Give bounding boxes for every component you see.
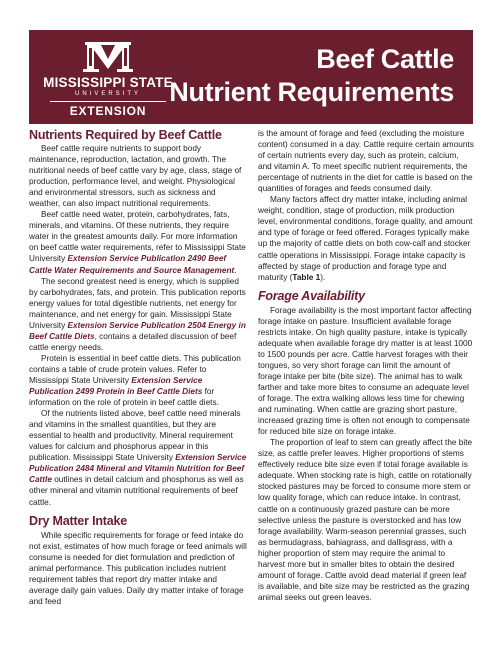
section-heading-nutrients: Nutrients Required by Beef Cattle (29, 128, 222, 142)
logo-university-name: MISSISSIPPI STATE (43, 75, 173, 90)
logo-divider (50, 101, 166, 102)
paragraph: The proportion of leaf to stem can greatly affect the bite size, as cattle prefer leaves. Higher proportions of stems effectively reduce bite size even if total forage available is adequate. When stocking rate is high, cattle on rotationally stocked pastures may be forced to consume more stem or low quality forage, which can reduce intake. In contrast, cattle on a continuously grazed pasture can be more selective unless the pasture is overstocked and has low forage availability. Warm-season perennial grasses, such as bermudagrass, bahiagrass, and dallisgrass, with a higher proportion of stem may require the animal to harvest more but in smaller bites to obtain the desired amount of forage. Cattle avoid dead material if green leaf is available, and bite size may be restricted as the grazing animal seeks out green leaves. (258, 438, 473, 602)
paragraph: is the amount of forage and feed (excluding the moisture content) consumed in a day. Cattle require certain amounts of certain nutrients every day, such as protein, calcium, and vitamin A. To meet specific nutrient requirements, the percentage of nutrients in the diet for cattle is based on the quantities of forages and feeds consumed daily. (258, 129, 474, 194)
paragraph-text: Of the nutrients listed above, beef cattle need minerals and vitamins in the smallest quantities, but they are essential to health and productivity. Mineral requirement values for calcium and phosphorus appear in this publication. Mississippi State University (29, 409, 241, 463)
paragraph-text: outlines in detail calcium and phosphorus as well as other mineral and vitamin nutritional requirements of beef cattle. (29, 475, 244, 507)
paragraph-text: The second greatest need is energy, which is supplied by carbohydrates, fats, and protein. This publication reports energy values for total digestible nutrients, net energy for maintenance, and net energy for gain. Mississippi State University (29, 276, 246, 330)
paragraph (29, 209, 247, 275)
paragraph-text: Beef cattle need water, protein, carbohydrates, fats, minerals, and vitamins. Of these nutrients, they require water in the greatest amounts daily. For more information on beef cattle water requirements, refer to Mississippi State University (29, 210, 246, 264)
paragraph (258, 194, 474, 282)
paragraph-text: Many factors affect dry matter intake, including animal weight, condition, stage of production, milk production level, environmental conditions, forage quality, and amount and type of forage or feed offered. Forages typically make up the majority of cattle diets on both cow-calf and stocker cattle operations in Mississippi. Forage intake capacity is affected by stage of production and forage type and maturity ( (258, 195, 473, 282)
publication-2504-link[interactable]: Extension Service Publication 2504 Energy in Beef Cattle Diets (29, 320, 246, 341)
header-banner (29, 30, 473, 124)
paragraph (29, 353, 247, 408)
publication-2499-link[interactable]: Extension Service Publication 2499 Protein in Beef Cattle Diets (29, 375, 203, 397)
paragraph-text: Protein is essential in beef cattle diets. This publication contains a table of crude protein values. Refer to Mississippi State University (29, 353, 241, 385)
section-heading-dry-matter-intake: Dry Matter Intake (29, 513, 128, 528)
msu-extension-logo[interactable] (38, 39, 178, 119)
publication-2484-link[interactable]: Extension Service Publication 2484 Mineral and Vitamin Nutrition for Beef Cattle (29, 453, 247, 485)
msu-m-emblem-icon (79, 39, 137, 75)
paragraph-text: for information on the role of protein in beef cattle diets. (29, 387, 219, 408)
page-title (169, 43, 454, 109)
paragraph (29, 276, 247, 353)
paragraph-text: ). (320, 272, 326, 282)
paragraph: Beef cattle require nutrients to support body maintenance, reproduction, lactation, and growth. The nutritional needs of beef cattle vary by age, class, stage of production, performance level, and weight. Physiological and environmental stressors, such as sickness and weather, can also impact nutritional requirements. (29, 144, 242, 209)
logo-extension-label: EXTENSION (69, 104, 147, 118)
paragraph: While specific requirements for forage or feed intake do not exist, estimates of how much forage or feed animals will consume is needed for diet formulation and prediction of animal performance. This publication includes nutrient requirement tables that report dry matter intake and average daily gain values. Daily dry matter intake of forage and feed (29, 530, 247, 606)
paragraph-text: , contains a detailed discussion of beef cattle energy needs. (29, 331, 237, 352)
page-title-line-2: Nutrient Requirements (169, 77, 454, 107)
publication-2490-link[interactable]: Extension Service Publication 2490 Beef Cattle Water Requirements and Source Management (29, 254, 235, 275)
paragraph (29, 408, 247, 507)
left-column (29, 128, 247, 607)
right-column (258, 128, 474, 603)
page-title-line-1: Beef Cattle (316, 44, 454, 74)
section-heading-forage-availability: Forage Availability (258, 288, 365, 303)
logo-university-label: UNIVERSITY (74, 91, 141, 97)
paragraph-text: . (234, 265, 237, 275)
table-1-reference: Table 1 (292, 272, 321, 282)
paragraph: Forage availability is the most important factor affecting forage intake on pasture. Insufficient available forage restricts intake. On high quality pasture, intake is typically adequate when available forage dry matter is at least 1000 to 1500 pounds per acre. Cattle harvest forages with their tongues, so very short forage can limit the amount of forage intake per bite (bite size). The animal has to walk farther and take more bites to consume an adequate level of forage. The extra walking allows less time for chewing and ruminating. When cattle are grazing short pasture, increased grazing time is often not enough to compensate for reduced bite size on forage intake. (258, 305, 473, 437)
